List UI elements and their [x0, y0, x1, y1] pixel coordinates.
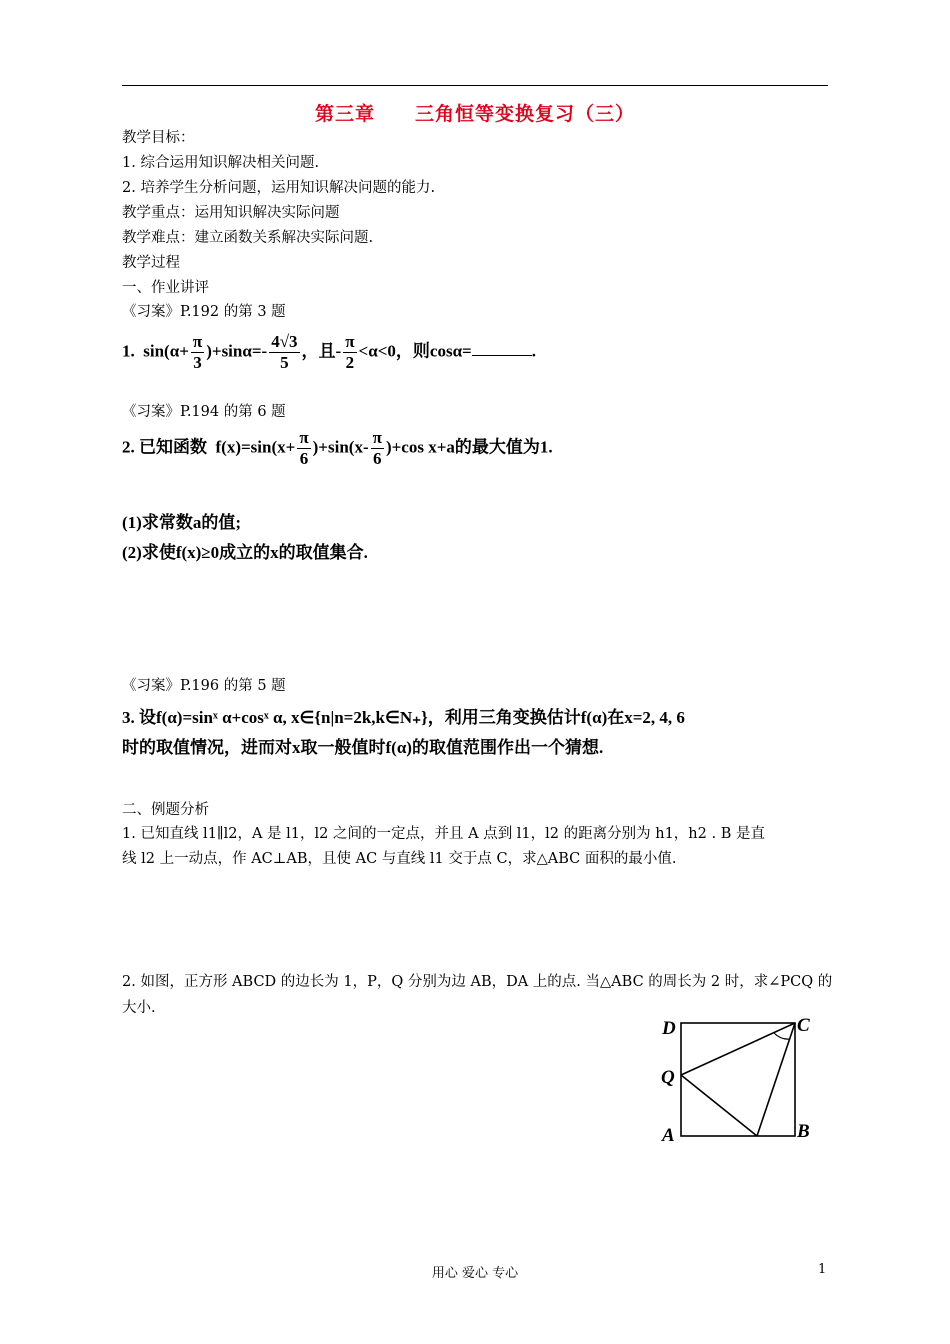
- section1-heading: 一、作业讲评: [122, 280, 209, 296]
- fraction: $\frac{4√3}{5}$: [271, 332, 298, 372]
- label-c: C: [797, 1015, 810, 1036]
- fraction: $\frac{\pi}{6}$: [372, 428, 382, 468]
- fraction: $\frac{\pi}{6}$: [299, 428, 309, 468]
- label-q: Q: [661, 1067, 675, 1088]
- segment-cq: [681, 1023, 795, 1075]
- reference-1: 《习案》P.192 的第 3 题: [122, 304, 286, 320]
- segment-qp: [681, 1075, 757, 1136]
- page-title: 第三章 三角恒等变换复习（三）: [314, 103, 635, 125]
- problem-1: 1. sin(α+ $\frac{\pi}{3}$ )+sinα=- $\frac{4√3}{5}$ ，且- $\frac{\pi}{2}$ <α<0，则cosα= .: [122, 332, 536, 372]
- objectives-heading: 教学目标：: [122, 130, 195, 146]
- reference-2: 《习案》P.194 的第 6 题: [122, 404, 286, 420]
- process-heading: 教学过程: [122, 255, 180, 271]
- label-d: D: [662, 1018, 676, 1039]
- reference-3: 《习案》P.196 的第 5 题: [122, 678, 286, 694]
- label-a: A: [662, 1125, 675, 1146]
- problem-2-part-2: (2)求使f(x)≥0成立的x的取值集合.: [122, 543, 368, 562]
- square-figure: [650, 1005, 830, 1150]
- answer-blank: [472, 355, 532, 356]
- problem-3-line-2: 时的取值情况，进而对x取一般值时f(α)的取值范围作出一个猜想.: [122, 738, 604, 757]
- problem-2-part-1: (1)求常数a的值;: [122, 513, 241, 532]
- key-point: 教学重点：运用知识解决实际问题: [122, 205, 340, 221]
- example-2-line-2: 大小.: [122, 1000, 156, 1016]
- segment-cp: [757, 1023, 795, 1136]
- difficulty: 教学难点：建立函数关系解决实际问题.: [122, 230, 374, 246]
- fraction: $\frac{\pi}{2}$: [345, 332, 355, 372]
- problem-2: 2. 已知函数 f(x)=sin(x+ $\frac{\pi}{6}$ )+sin(x- $\frac{\pi}{6}$ )+cos x+a的最大值为1.: [122, 428, 553, 468]
- square-abcd: [681, 1023, 795, 1136]
- example-2-line-1: 2. 如图，正方形 ABCD 的边长为 1，P，Q 分别为边 AB，DA 上的点. 当△ABC 的周长为 2 时，求∠PCQ 的: [122, 974, 833, 990]
- page-footer: 用心 爱心 专心: [431, 1266, 519, 1281]
- angle-arc: [774, 1033, 790, 1039]
- page-number: 1: [818, 1262, 827, 1277]
- label-b: B: [797, 1121, 810, 1142]
- objective-item-2: 2. 培养学生分析问题，运用知识解决问题的能力.: [122, 180, 436, 196]
- example-1-line-2: 线 l2 上一动点，作 AC⊥AB，且使 AC 与直线 l1 交于点 C，求△ABC 面积的最小值.: [122, 851, 677, 867]
- header-rule: [122, 85, 828, 86]
- objective-item-1: 1. 综合运用知识解决相关问题.: [122, 155, 320, 171]
- example-1-line-1: 1. 已知直线 l1∥l2，A 是 l1，l2 之间的一定点，并且 A 点到 l1，l2 的距离分别为 h1，h2 . B 是直: [122, 826, 765, 842]
- problem-3-line-1: 3. 设f(α)=sinˣ α+cosˣ α, x∈{n|n=2k,k∈N₊}，利用三角变换估计f(α)在x=2, 4, 6: [122, 708, 685, 727]
- fraction: $\frac{\pi}{3}$: [192, 332, 203, 372]
- section2-heading: 二、例题分析: [122, 802, 209, 818]
